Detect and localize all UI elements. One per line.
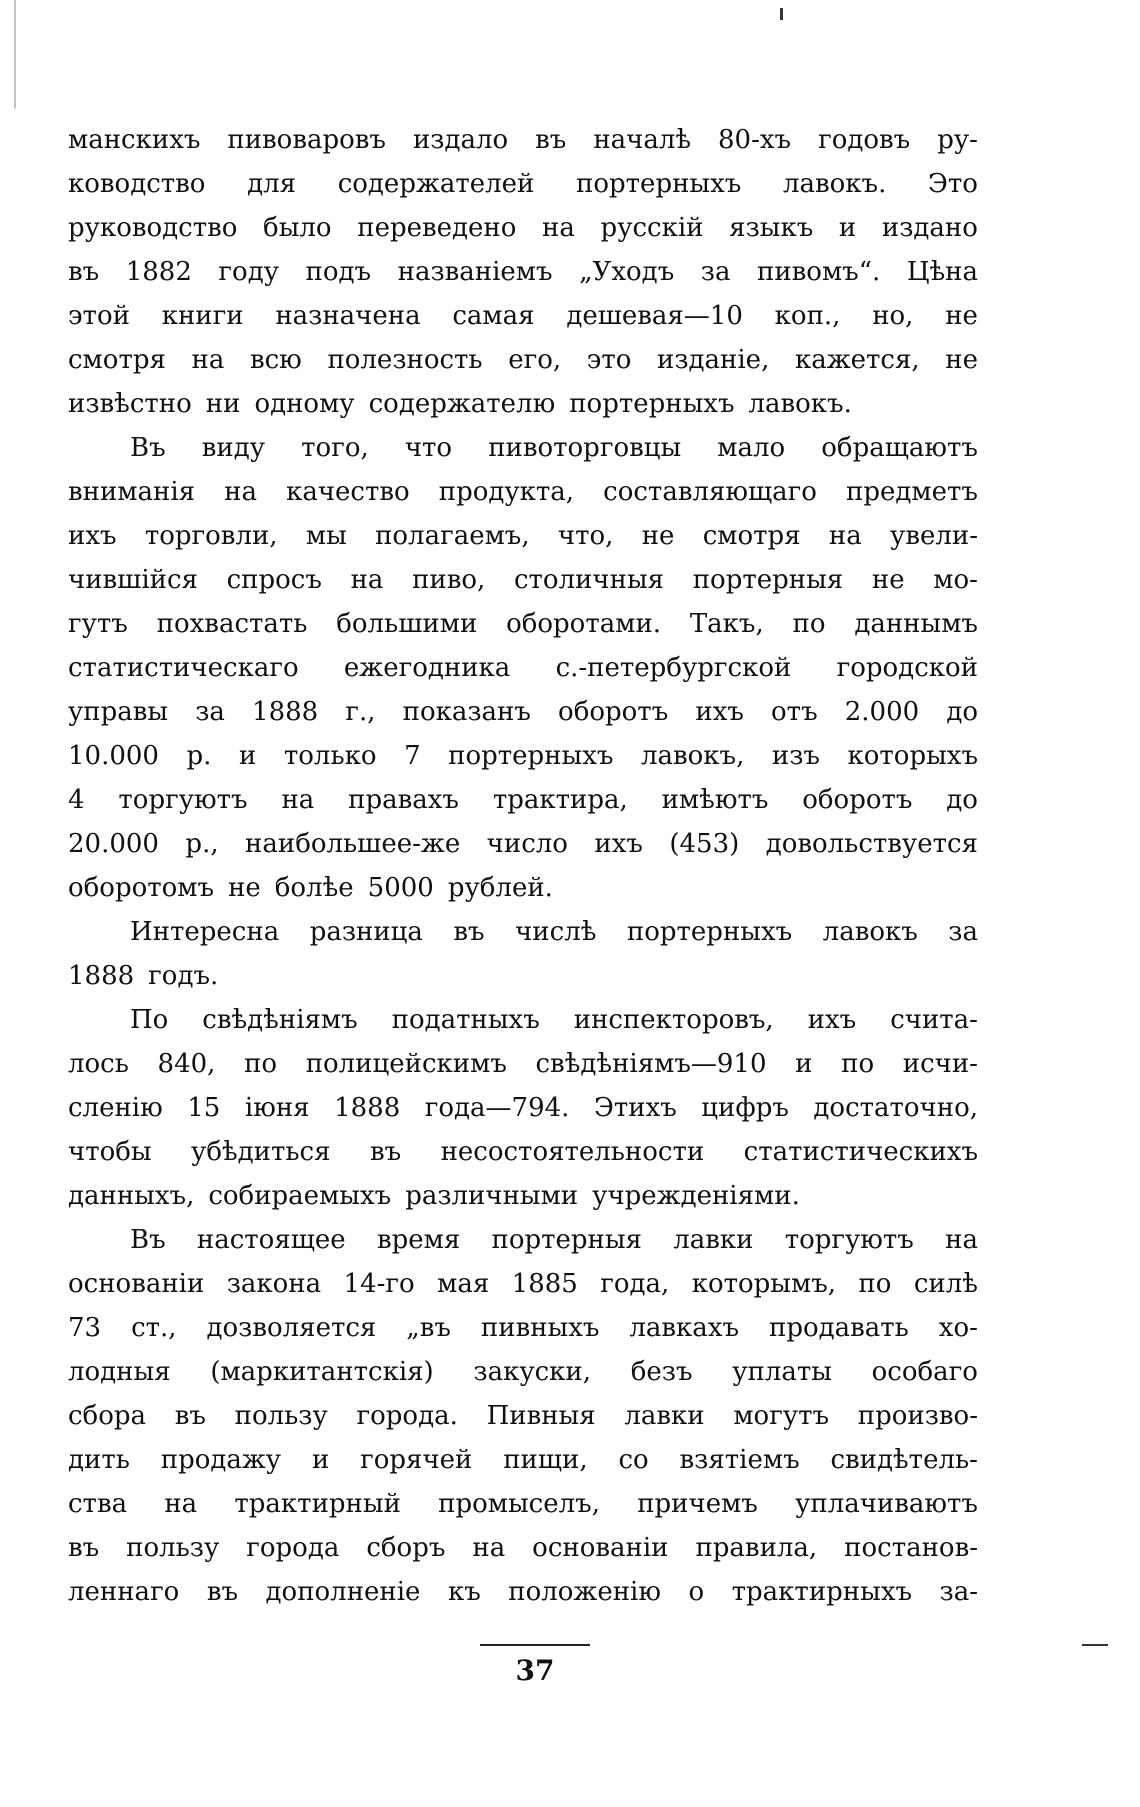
word: 20.000 xyxy=(68,829,159,859)
word: языкъ xyxy=(729,213,814,243)
word: продукта, xyxy=(438,477,575,507)
text-line xyxy=(68,206,978,250)
word: къ xyxy=(447,1577,481,1607)
scan-mark-right xyxy=(1082,1644,1108,1646)
word: не xyxy=(871,565,905,595)
word: лавокъ xyxy=(822,917,918,947)
word: По xyxy=(130,1005,169,1035)
word: время xyxy=(376,1225,461,1255)
word: Этихъ xyxy=(593,1093,677,1123)
word: городской xyxy=(836,653,978,683)
word: сбора xyxy=(68,1401,147,1431)
word: смотря xyxy=(702,521,801,551)
text-line xyxy=(68,910,978,954)
text-line xyxy=(68,382,978,426)
word: содержателей xyxy=(337,169,535,199)
text-line xyxy=(68,162,978,206)
word: 14-го xyxy=(343,1269,415,1299)
word: Интересна xyxy=(130,917,280,947)
word: Пивныя xyxy=(486,1401,596,1431)
text-line xyxy=(68,646,978,690)
word: столичныя xyxy=(513,565,665,595)
word: ст., xyxy=(131,1313,177,1343)
word: по xyxy=(244,1049,278,1079)
word: и xyxy=(311,1445,330,1475)
word: до xyxy=(946,697,978,727)
word: годъ. xyxy=(148,961,219,991)
text-line xyxy=(68,558,978,602)
word: всю xyxy=(249,345,302,375)
word: взятiемъ xyxy=(679,1445,800,1475)
word: по xyxy=(841,1049,875,1079)
word: въ xyxy=(68,257,100,287)
word: исчи- xyxy=(902,1049,978,1079)
word: пользу xyxy=(234,1401,328,1431)
word: составляющаго xyxy=(603,477,817,507)
word: лавокъ. xyxy=(748,389,852,419)
word: Это xyxy=(928,169,978,199)
word: чившiйся xyxy=(68,565,198,595)
text-line xyxy=(68,514,978,558)
text-line xyxy=(68,866,978,910)
word: 1888 xyxy=(252,697,319,727)
word: что xyxy=(404,433,453,463)
word: коп., xyxy=(774,301,841,331)
word: произво- xyxy=(857,1401,978,1431)
word: продажу xyxy=(160,1445,282,1475)
word: различными xyxy=(405,1181,579,1211)
text-line xyxy=(68,602,978,646)
word: учрежденiями. xyxy=(592,1181,800,1211)
word: по xyxy=(792,609,826,639)
word: податныхъ xyxy=(391,1005,540,1035)
word: свѣдѣнiямъ—910 xyxy=(535,1049,767,1079)
word: 1888 xyxy=(334,1093,401,1123)
word: мы xyxy=(305,521,347,551)
word: закона xyxy=(226,1269,322,1299)
word: на xyxy=(828,521,862,551)
word: р., xyxy=(185,829,219,859)
word: промыселъ, xyxy=(438,1489,600,1519)
text-line xyxy=(68,734,978,778)
scan-mark-top xyxy=(780,8,783,20)
word: основанiи xyxy=(532,1533,669,1563)
word: цифръ xyxy=(701,1093,789,1123)
word: горячей xyxy=(360,1445,473,1475)
word: въ xyxy=(68,1533,100,1563)
word: iюня xyxy=(244,1093,310,1123)
word: со xyxy=(618,1445,649,1475)
word: трактирный xyxy=(234,1489,401,1519)
word: ру- xyxy=(937,125,978,155)
word: изъ xyxy=(771,741,820,771)
word: торговли, xyxy=(144,521,278,551)
word: свидѣтель- xyxy=(830,1445,978,1475)
word: ства xyxy=(68,1489,128,1519)
word: настоящее xyxy=(196,1225,346,1255)
word: подъ xyxy=(305,257,372,287)
word: что, xyxy=(557,521,614,551)
word: 10.000 xyxy=(68,741,159,771)
word: Въ xyxy=(130,1225,166,1255)
word: мо- xyxy=(933,565,978,595)
word: оборотъ xyxy=(802,785,913,815)
word: оборотомъ xyxy=(68,873,215,903)
word: ихъ xyxy=(68,521,117,551)
word: (маркитантскiя) xyxy=(210,1357,434,1387)
word: одному xyxy=(254,389,355,419)
text-line xyxy=(68,118,978,162)
text-line xyxy=(68,470,978,514)
word: торгуютъ xyxy=(118,785,248,815)
word: полицейскимъ xyxy=(305,1049,507,1079)
word: на xyxy=(350,565,384,595)
word: свѣдѣнiямъ xyxy=(202,1005,358,1035)
word: 15 xyxy=(187,1093,221,1123)
word: особаго xyxy=(871,1357,978,1387)
word: за xyxy=(700,257,731,287)
word: Въ xyxy=(130,433,166,463)
word: на xyxy=(224,477,257,507)
word: манскихъ xyxy=(68,125,201,155)
word: дешевая—10 xyxy=(566,301,743,331)
text-line xyxy=(68,1570,978,1614)
word: спросъ xyxy=(226,565,322,595)
word: пиво, xyxy=(412,565,486,595)
word: но, xyxy=(872,301,914,331)
word: году xyxy=(218,257,280,287)
word: „въ xyxy=(406,1313,451,1343)
word: 1882 xyxy=(125,257,192,287)
word: данныхъ, xyxy=(68,1181,195,1211)
word: того, xyxy=(301,433,369,463)
word: имѣютъ xyxy=(661,785,769,815)
word: для xyxy=(247,169,297,199)
word: трактирныхъ xyxy=(731,1577,913,1607)
word: довольствуется xyxy=(765,829,978,859)
word: и xyxy=(239,741,257,771)
page-number-rule xyxy=(480,1644,590,1646)
word: 7 xyxy=(404,741,421,771)
text-line xyxy=(68,1438,978,1482)
text-line xyxy=(68,1306,978,1350)
word: книги xyxy=(161,301,244,331)
word: большими xyxy=(336,609,478,639)
word: 840, xyxy=(157,1049,216,1079)
word: 5000 xyxy=(367,873,434,903)
word: с.-петербургской xyxy=(555,653,792,683)
word: пивныхъ xyxy=(480,1313,600,1343)
text-line xyxy=(68,1526,978,1570)
word: собираемыхъ xyxy=(208,1181,392,1211)
word: которыхъ xyxy=(847,741,978,771)
word: портерныхъ xyxy=(576,169,742,199)
word: въ xyxy=(174,1401,206,1431)
text-line xyxy=(68,1482,978,1526)
word: убѣдиться xyxy=(191,1137,331,1167)
word: рублей. xyxy=(447,873,553,903)
word: Цѣна xyxy=(906,257,978,287)
text-line xyxy=(68,426,978,470)
word: портерныя xyxy=(491,1225,642,1255)
word: даннымъ xyxy=(854,609,978,639)
word: которымъ, xyxy=(691,1269,837,1299)
word: началѣ xyxy=(593,125,692,155)
word: издало xyxy=(412,125,509,155)
word: постанов- xyxy=(844,1533,978,1563)
word: названiемъ xyxy=(397,257,553,287)
word: дозволяется xyxy=(206,1313,377,1343)
word: правахъ xyxy=(348,785,459,815)
word: на xyxy=(164,1489,198,1519)
word: въ xyxy=(206,1577,239,1607)
word: 2.000 xyxy=(844,697,920,727)
word: разница xyxy=(309,917,423,947)
word: сборъ xyxy=(366,1533,446,1563)
word: 80-хъ xyxy=(718,125,792,155)
text-line xyxy=(68,1218,978,1262)
word: пивоторговцы xyxy=(488,433,682,463)
word: годовъ xyxy=(818,125,911,155)
word: уплаты xyxy=(732,1357,832,1387)
word: виду xyxy=(201,433,266,463)
word: безъ xyxy=(630,1357,693,1387)
word: не xyxy=(641,521,675,551)
text-line xyxy=(68,1130,978,1174)
word: болѣе xyxy=(274,873,354,903)
scan-edge xyxy=(14,0,16,1807)
word: могутъ xyxy=(733,1401,830,1431)
word: ководство xyxy=(68,169,206,199)
word: извѣстно xyxy=(68,389,192,419)
word: за xyxy=(195,697,225,727)
word: чтобы xyxy=(68,1137,152,1167)
word: на xyxy=(191,345,225,375)
word: назначена xyxy=(275,301,421,331)
word: о xyxy=(688,1577,705,1607)
word: города xyxy=(246,1533,340,1563)
word: смотря xyxy=(68,345,166,375)
word: управы xyxy=(68,697,169,727)
word: пивоваровъ xyxy=(227,125,386,155)
word: число xyxy=(486,829,568,859)
word: года—794. xyxy=(424,1093,570,1123)
word: правила, xyxy=(695,1533,818,1563)
text-line xyxy=(68,1042,978,1086)
word: мало xyxy=(717,433,786,463)
word: въ xyxy=(369,1137,402,1167)
text-line xyxy=(68,250,978,294)
text-line xyxy=(68,690,978,734)
word: портерныхъ xyxy=(569,389,735,419)
word: руководство xyxy=(68,213,238,243)
word: лось xyxy=(68,1049,129,1079)
word: хо- xyxy=(938,1313,978,1343)
word: инспекторовъ, xyxy=(573,1005,774,1035)
word: наибольшее-же xyxy=(245,829,461,859)
word: его, xyxy=(508,345,562,375)
word: города. xyxy=(356,1401,458,1431)
word: статистическаго xyxy=(68,653,299,683)
word: основанiи xyxy=(68,1269,205,1299)
word: вниманiя xyxy=(68,477,196,507)
word: увели- xyxy=(890,521,978,551)
word: силѣ xyxy=(913,1269,978,1299)
word: не xyxy=(945,301,978,331)
word: несостоятельности xyxy=(440,1137,705,1167)
text-line xyxy=(68,1350,978,1394)
word: леннаго xyxy=(68,1577,180,1607)
word: въ xyxy=(453,917,485,947)
word: закуски, xyxy=(473,1357,592,1387)
word: лавокъ, xyxy=(640,741,745,771)
word: предметъ xyxy=(846,477,978,507)
word: переведено xyxy=(357,213,517,243)
word: 1885 xyxy=(511,1269,578,1299)
word: это xyxy=(586,345,632,375)
word: издано xyxy=(881,213,978,243)
word: кажется, xyxy=(794,345,920,375)
word: года, xyxy=(600,1269,670,1299)
word: лавокъ. xyxy=(782,169,887,199)
text-line xyxy=(68,822,978,866)
text-line xyxy=(68,1174,978,1218)
word: на xyxy=(542,213,575,243)
word: на xyxy=(945,1225,978,1255)
word: достаточно, xyxy=(813,1093,978,1123)
word: лавки xyxy=(624,1401,705,1431)
word: статистическихъ xyxy=(743,1137,978,1167)
word: изданiе, xyxy=(657,345,770,375)
word: 73 xyxy=(68,1313,102,1343)
word: сленiю xyxy=(68,1093,163,1123)
word: не xyxy=(228,873,261,903)
text-line xyxy=(68,294,978,338)
word: показанъ xyxy=(402,697,531,727)
word: лавки xyxy=(673,1225,754,1255)
word: ни xyxy=(205,389,241,419)
text-line xyxy=(68,954,978,998)
word: портерныхъ xyxy=(626,917,793,947)
word: гутъ xyxy=(68,609,128,639)
text-line xyxy=(68,998,978,1042)
word: похвастать xyxy=(156,609,308,639)
word: уплачиваютъ xyxy=(795,1489,978,1519)
word: самая xyxy=(452,301,535,331)
word: 4 xyxy=(68,785,85,815)
word: продавать xyxy=(769,1313,909,1343)
word: причемъ xyxy=(637,1489,758,1519)
word: за xyxy=(948,917,978,947)
word: русскiй xyxy=(600,213,704,243)
word: на xyxy=(281,785,315,815)
text-line xyxy=(68,1086,978,1130)
word: не xyxy=(945,345,978,375)
word: качество xyxy=(286,477,410,507)
word: Такъ, xyxy=(689,609,764,639)
word: (453) xyxy=(669,829,740,859)
word: ежегодника xyxy=(343,653,511,683)
word: мая xyxy=(437,1269,490,1299)
page-number: 37 xyxy=(515,1654,555,1687)
word: оборотами. xyxy=(506,609,662,639)
word: ихъ xyxy=(807,1005,857,1035)
word: р. xyxy=(186,741,212,771)
word: дить xyxy=(68,1445,130,1475)
word: портерныя xyxy=(692,565,844,595)
word: отъ xyxy=(771,697,818,727)
word: трактира, xyxy=(492,785,628,815)
word: и xyxy=(795,1049,813,1079)
word: портерныхъ xyxy=(448,741,614,771)
word: обращаютъ xyxy=(821,433,978,463)
word: торгуютъ xyxy=(784,1225,914,1255)
word: содержателю xyxy=(368,389,556,419)
word: до xyxy=(946,785,978,815)
word: числѣ xyxy=(515,917,597,947)
word: за- xyxy=(939,1577,978,1607)
word: дополненiе xyxy=(265,1577,421,1607)
word: положенiю xyxy=(508,1577,661,1607)
word: только xyxy=(283,741,377,771)
word: полезность xyxy=(327,345,483,375)
text-line xyxy=(68,1262,978,1306)
word: и xyxy=(838,213,857,243)
word: пивомъ“. xyxy=(757,257,881,287)
word: на xyxy=(472,1533,506,1563)
word: этой xyxy=(68,301,130,331)
word: лодныя xyxy=(68,1357,171,1387)
word: „Уходъ xyxy=(579,257,675,287)
text-line xyxy=(68,338,978,382)
text-line xyxy=(68,1394,978,1438)
word: ихъ xyxy=(695,697,744,727)
word: пищи, xyxy=(503,1445,588,1475)
word: 1888 xyxy=(68,961,135,991)
word: г., xyxy=(345,697,376,727)
word: ихъ xyxy=(594,829,643,859)
word: счита- xyxy=(890,1005,978,1035)
word: оборотъ xyxy=(558,697,669,727)
word: полагаемъ, xyxy=(375,521,530,551)
word: въ xyxy=(535,125,567,155)
word: по xyxy=(858,1269,892,1299)
word: было xyxy=(263,213,332,243)
text-line xyxy=(68,778,978,822)
body-text xyxy=(68,118,978,1614)
word: лавкахъ xyxy=(629,1313,740,1343)
word: пользу xyxy=(126,1533,220,1563)
